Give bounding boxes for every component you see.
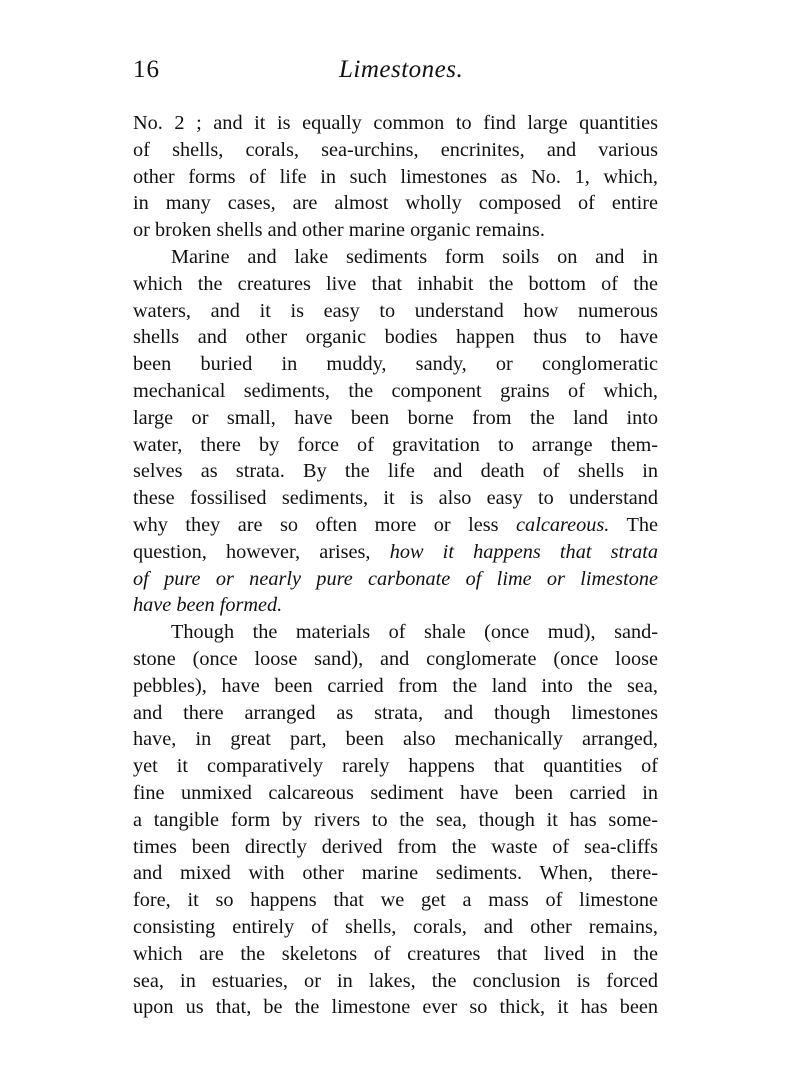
line-text: in many cases, are almost wholly composed of entire bbox=[133, 192, 658, 215]
text-line bbox=[133, 834, 658, 861]
text-line bbox=[133, 673, 658, 700]
line-text: and mixed with other marine sediments. When, there- bbox=[133, 862, 658, 885]
italic-text: calcareous. bbox=[516, 513, 610, 536]
text-line bbox=[133, 271, 658, 298]
line-text: fore, it so happens that we get a mass of limestone bbox=[133, 889, 658, 912]
italic-text: have been formed. bbox=[133, 594, 283, 617]
text-line bbox=[133, 887, 658, 914]
line-text: The bbox=[609, 513, 658, 536]
line-text: a tangible form by rivers to the sea, though it has some- bbox=[133, 808, 658, 831]
text-line bbox=[133, 539, 658, 566]
text-line bbox=[133, 807, 658, 834]
running-title: Limestones. bbox=[339, 56, 464, 83]
line-text: times been directly derived from the waste of sea-cliffs bbox=[133, 835, 658, 858]
line-text: and there arranged as strata, and though limestones bbox=[133, 701, 658, 724]
line-text: upon us that, be the limestone ever so thick, it has been bbox=[133, 996, 658, 1019]
line-text: stone (once loose sand), and conglomerate (once loose bbox=[133, 647, 658, 670]
text-line bbox=[133, 485, 658, 512]
line-text: which are the skeletons of creatures that lived in the bbox=[133, 942, 658, 965]
text-line bbox=[133, 592, 658, 619]
line-text: been buried in muddy, sandy, or conglomeratic bbox=[133, 353, 658, 376]
text-line bbox=[133, 753, 658, 780]
text-line bbox=[133, 378, 658, 405]
text-line bbox=[133, 244, 658, 271]
line-text: why they are so often more or less bbox=[133, 513, 517, 536]
text-line bbox=[133, 351, 658, 378]
line-text: Though the materials of shale (once mud), sand- bbox=[171, 621, 658, 644]
line-text: pebbles), have been carried from the land into the sea, bbox=[133, 674, 658, 697]
text-line bbox=[133, 298, 658, 325]
line-text: selves as strata. By the life and death of shells in bbox=[133, 460, 658, 483]
text-line bbox=[133, 968, 658, 995]
line-text: have, in great part, been also mechanically arranged, bbox=[133, 728, 658, 751]
line-text: which the creatures live that inhabit the bottom of the bbox=[133, 272, 658, 295]
line-text: waters, and it is easy to understand how numerous bbox=[133, 299, 658, 322]
line-text: No. 2 ; and it is equally common to find large quantities bbox=[133, 112, 658, 134]
text-line bbox=[133, 860, 658, 887]
line-text: consisting entirely of shells, corals, and other remains, bbox=[133, 915, 658, 938]
text-line bbox=[133, 405, 658, 432]
line-text: question, however, arises, bbox=[133, 540, 390, 563]
text-line bbox=[133, 994, 658, 1021]
line-text: of shells, corals, sea-urchins, encrinites, and various bbox=[133, 138, 658, 161]
text-line bbox=[133, 512, 658, 539]
text-line bbox=[133, 324, 658, 351]
text-line bbox=[133, 700, 658, 727]
text-line bbox=[133, 566, 658, 593]
text-line bbox=[133, 619, 658, 646]
line-text: these fossilised sediments, it is also easy to understand bbox=[133, 487, 658, 510]
text-line bbox=[133, 941, 658, 968]
italic-text: how it happens that strata bbox=[389, 540, 658, 563]
line-text: Marine and lake sediments form soils on and in bbox=[171, 245, 658, 268]
text-line bbox=[133, 432, 658, 459]
line-text: fine unmixed calcareous sediment have been carried in bbox=[133, 781, 658, 804]
text-line bbox=[133, 726, 658, 753]
line-text: shells and other organic bodies happen thus to have bbox=[133, 326, 658, 349]
text-line bbox=[133, 780, 658, 807]
line-text: or broken shells and other marine organic remains. bbox=[133, 219, 545, 242]
text-line bbox=[133, 110, 658, 137]
text-line bbox=[133, 164, 658, 191]
text-line bbox=[133, 914, 658, 941]
italic-text: of pure or nearly pure carbonate of lime or limestone bbox=[133, 567, 658, 590]
line-text: water, there by force of gravitation to arrange them- bbox=[133, 433, 658, 456]
text-line bbox=[133, 458, 658, 485]
line-text: large or small, have been borne from the land into bbox=[133, 406, 658, 429]
page-header bbox=[133, 56, 658, 92]
line-text: other forms of life in such limestones as No. 1, which, bbox=[133, 165, 658, 188]
line-text: yet it comparatively rarely happens that quantities of bbox=[133, 755, 658, 778]
line-text: mechanical sediments, the component grains of which, bbox=[133, 379, 658, 402]
page-number: 16 bbox=[133, 56, 160, 83]
text-line bbox=[133, 646, 658, 673]
text-line bbox=[133, 137, 658, 164]
text-line bbox=[133, 217, 658, 244]
text-line bbox=[133, 190, 658, 217]
body-text bbox=[133, 110, 658, 1021]
line-text: sea, in estuaries, or in lakes, the conclusion is forced bbox=[133, 969, 658, 992]
